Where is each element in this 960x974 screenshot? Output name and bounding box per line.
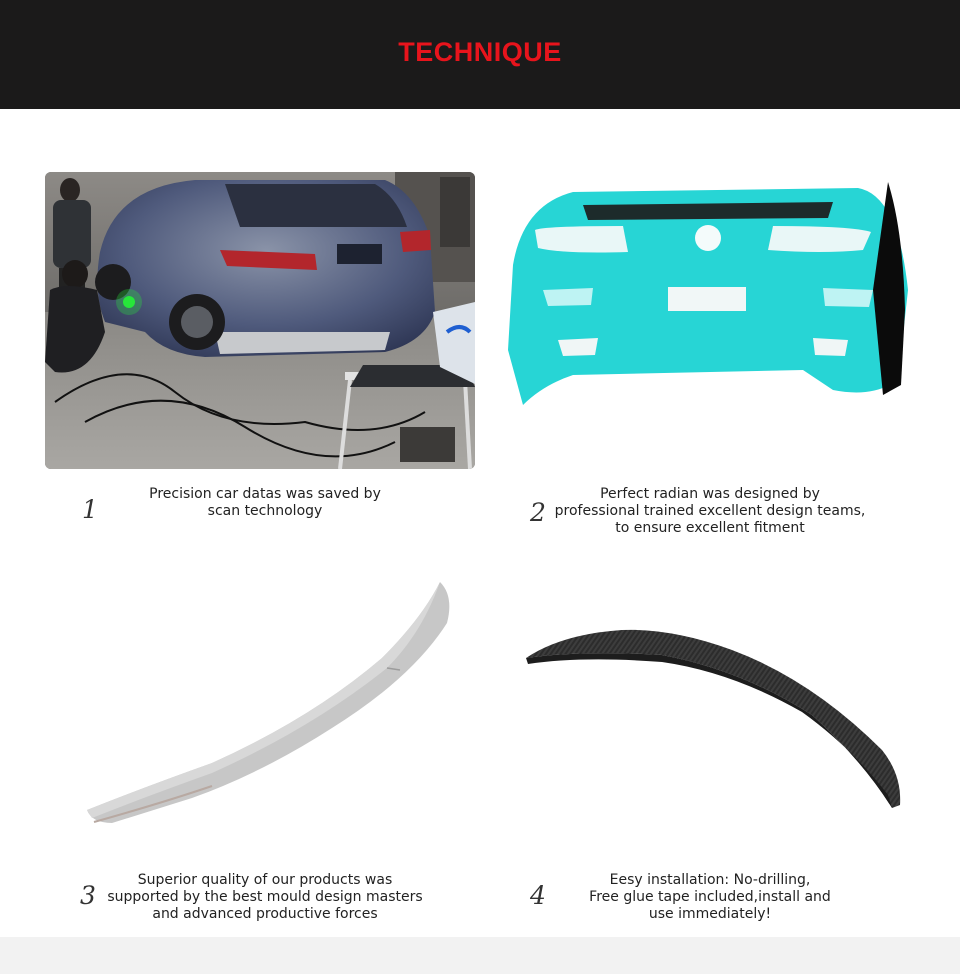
page-title: TECHNIQUE (398, 36, 562, 67)
step-caption-3 (100, 872, 430, 923)
caption-line: scan technology (207, 503, 323, 519)
caption-line: Precision car datas was saved by (149, 486, 381, 502)
caption-line: use immediately! (648, 906, 772, 922)
caption-line: professional trained excellent design teams, (554, 503, 866, 519)
step-number-2: 2 (530, 498, 546, 527)
caption-line: Free glue tape included,install and (589, 889, 831, 905)
caption-line: Superior quality of our products was (137, 872, 393, 888)
car-3d-scanning-photo (45, 172, 475, 469)
caption-line: Perfect radian was designed by (600, 486, 820, 502)
step-number-4: 4 (530, 881, 546, 910)
caption-line: and advanced productive forces (152, 906, 378, 922)
step-number-3: 3 (80, 881, 96, 910)
grey-spoiler-mould (82, 578, 460, 833)
caption-line: to ensure excellent fitment (615, 520, 805, 536)
header-bar (0, 0, 960, 109)
car-rear-scan-model (503, 170, 913, 415)
step-caption-4 (575, 872, 845, 923)
step-caption-1 (125, 486, 405, 520)
step-number-1: 1 (82, 495, 98, 524)
caption-line: supported by the best mould design masters (107, 889, 423, 905)
footer-band (0, 937, 960, 974)
caption-line: Eesy installation: No-drilling, (609, 872, 811, 888)
carbon-fiber-spoiler (522, 620, 906, 810)
step-caption-2 (550, 486, 870, 537)
